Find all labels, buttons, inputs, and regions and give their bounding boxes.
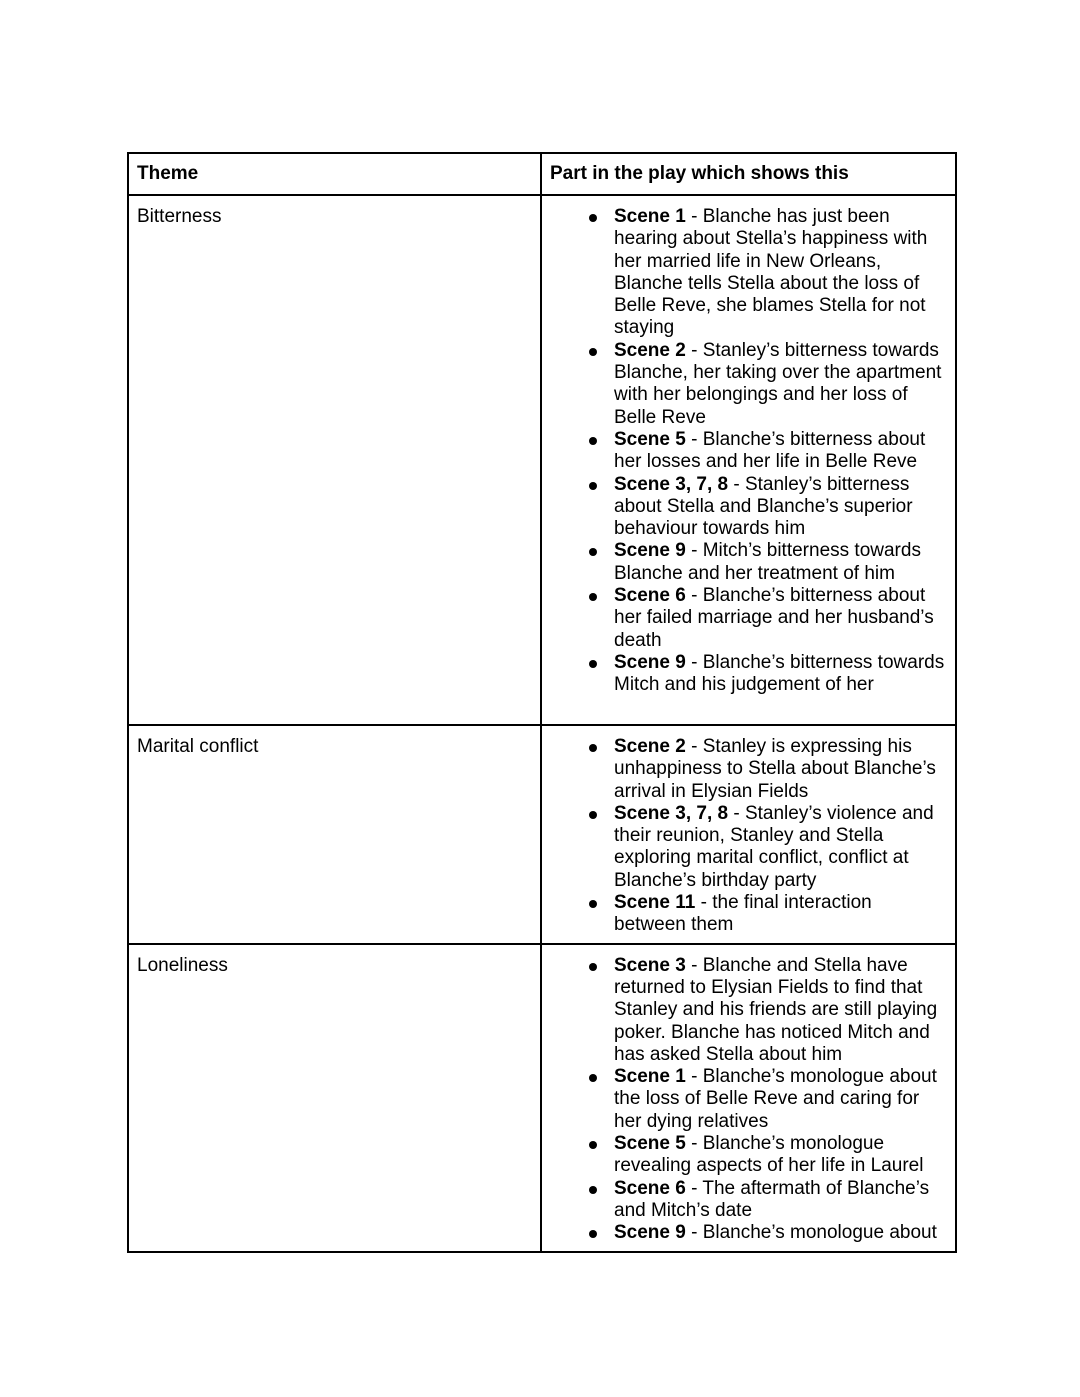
bullet-dot-icon bbox=[589, 214, 597, 222]
scene-description: - Stanley’s bitterness about Stella and Blanche’s superior behaviour towards him bbox=[614, 473, 913, 540]
scene-description: - Blanche’s bitterness towards Mitch and his judgement of her bbox=[614, 651, 945, 696]
scene-label: Scene 5 bbox=[614, 428, 686, 450]
scene-label: Scene 9 bbox=[614, 540, 686, 562]
bullet-dot-icon bbox=[589, 900, 597, 908]
table-header-row bbox=[128, 153, 956, 195]
list-item bbox=[550, 892, 947, 937]
list-item bbox=[550, 206, 947, 340]
scene-description: - Blanche’s monologue revealing aspects of her life in Laurel bbox=[614, 1133, 924, 1177]
bullet-dot-icon bbox=[589, 1074, 597, 1082]
bullet-dot-icon bbox=[589, 744, 597, 752]
bullet-dot-icon bbox=[589, 963, 597, 971]
bullet-dot-icon bbox=[589, 348, 597, 356]
bullet-dot-icon bbox=[589, 437, 597, 445]
bullet-dot-icon bbox=[589, 811, 597, 819]
list-item bbox=[550, 1133, 947, 1178]
header-part: Part in the play which shows this bbox=[541, 153, 956, 195]
theme-cell: Marital conflict bbox=[128, 725, 541, 944]
scene-label: Scene 5 bbox=[614, 1133, 686, 1155]
table-row bbox=[128, 725, 956, 944]
scene-description: - Blanche’s bitterness about her failed marriage and her husband’s death bbox=[614, 585, 934, 651]
scene-label: Scene 3 bbox=[614, 954, 686, 976]
list-item bbox=[550, 585, 947, 652]
bullet-dot-icon bbox=[589, 1230, 597, 1238]
bullet-dot-icon bbox=[589, 1186, 597, 1194]
scene-label: Scene 9 bbox=[614, 1222, 686, 1244]
theme-cell: Bitterness bbox=[128, 195, 541, 725]
scene-label: Scene 2 bbox=[614, 736, 686, 757]
scene-description: - Blanche’s monologue about the loss of Belle Reve and caring for her dying relatives bbox=[614, 1066, 937, 1132]
scene-description: - Blanche’s monologue about bbox=[685, 1222, 937, 1244]
scene-description: - Blanche’s bitterness about her losses and her life in Belle Reve bbox=[614, 428, 926, 473]
scene-label: Scene 6 bbox=[614, 585, 686, 607]
scene-label: Scene 3, 7, 8 bbox=[614, 473, 729, 495]
list-item bbox=[550, 474, 947, 541]
theme-cell: Loneliness bbox=[128, 944, 541, 1252]
list-item bbox=[550, 1222, 947, 1244]
list-item bbox=[550, 540, 947, 585]
scene-description: - Mitch’s bitterness towards Blanche and her treatment of him bbox=[614, 540, 921, 584]
list-item bbox=[550, 340, 947, 429]
list-item bbox=[550, 736, 947, 803]
table-row bbox=[128, 195, 956, 725]
scene-description: - Blanche and Stella have returned to Elysian Fields to find that Stanley and his friends are still playing poker. Blanche has noticed Mitch and has asked Stella about him bbox=[614, 954, 938, 1065]
part-cell bbox=[541, 725, 956, 944]
scene-label: Scene 11 bbox=[614, 892, 696, 914]
scene-label: Scene 1 bbox=[614, 1066, 686, 1088]
header-theme: Theme bbox=[128, 153, 541, 195]
part-cell bbox=[541, 944, 956, 1252]
bullet-dot-icon bbox=[589, 660, 597, 668]
part-cell bbox=[541, 195, 956, 725]
bullet-dot-icon bbox=[589, 548, 597, 556]
bullet-list bbox=[550, 736, 947, 937]
list-item bbox=[550, 1066, 947, 1133]
scene-label: Scene 6 bbox=[614, 1177, 686, 1199]
scene-label: Scene 3, 7, 8 bbox=[614, 802, 729, 824]
scene-description: - Stanley is expressing his unhappiness to Stella about Blanche’s arrival in Elysian Fields bbox=[614, 736, 936, 802]
scene-description: - Blanche has just been hearing about Stella’s happiness with her married life in New Orleans, Blanche tells Stella about the loss of Belle Reve, she blames Stella for not staying bbox=[614, 206, 928, 339]
bullet-list bbox=[550, 955, 947, 1245]
list-item bbox=[550, 803, 947, 892]
bullet-list bbox=[550, 206, 947, 697]
bullet-dot-icon bbox=[589, 482, 597, 490]
bullet-dot-icon bbox=[589, 593, 597, 601]
scene-description: - The aftermath of Blanche’s and Mitch’s date bbox=[614, 1177, 930, 1221]
list-item bbox=[550, 955, 947, 1066]
list-item bbox=[550, 652, 947, 697]
list-item bbox=[550, 1178, 947, 1223]
bullet-dot-icon bbox=[589, 1141, 597, 1149]
table-row bbox=[128, 944, 956, 1252]
scene-label: Scene 1 bbox=[614, 206, 686, 227]
scene-label: Scene 2 bbox=[614, 339, 686, 361]
themes-table bbox=[127, 152, 957, 1253]
scene-description: - Stanley’s violence and their reunion, Stanley and Stella exploring marital conflict, conflict at Blanche’s birthday party bbox=[614, 802, 934, 891]
list-item bbox=[550, 429, 947, 474]
scene-description: - Stanley’s bitterness towards Blanche, her taking over the apartment with her belongings and her loss of Belle Reve bbox=[614, 339, 942, 428]
scene-description: - the final interaction between them bbox=[614, 892, 872, 936]
scene-label: Scene 9 bbox=[614, 651, 686, 673]
